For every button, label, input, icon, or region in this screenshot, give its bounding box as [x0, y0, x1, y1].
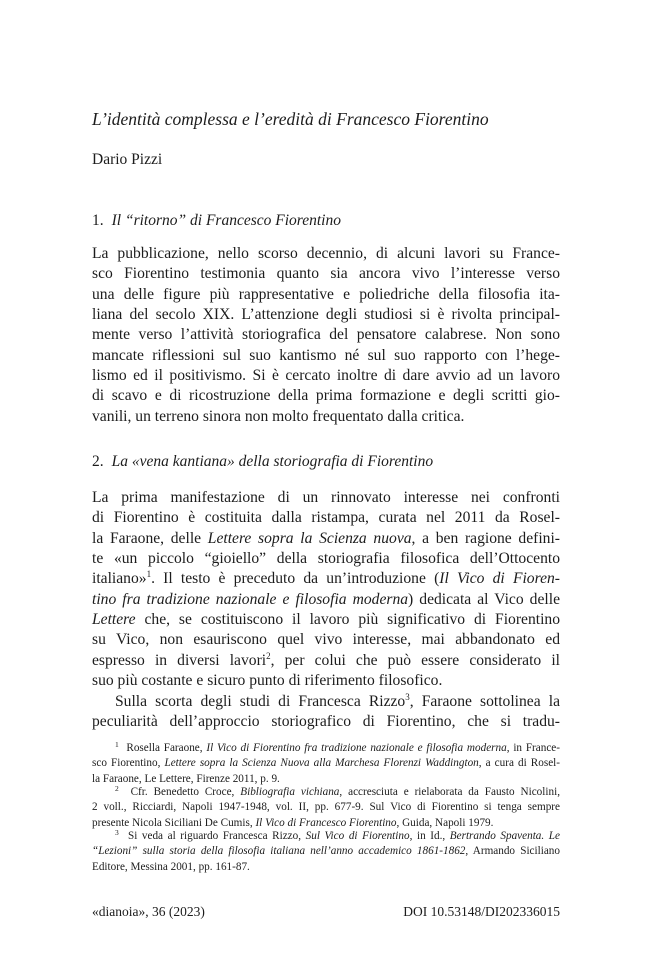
footer-journal: «dianoia», 36 (2023)	[92, 904, 205, 919]
text-line: Lettere che, se costituiscono il lavoro più significativo di Fiorentino	[92, 611, 560, 629]
text-line: di scavo e di ricostruzione della prima formazione e degli scritti gio-	[92, 387, 560, 405]
text-line: una delle figure più rappresentative e poliedriche della filosofia ita-	[92, 285, 560, 303]
footnote-2: $^2$ Cfr. Benedetto Croce, Bibliografia vichiana, accresciuta e rielaborata da Fausto Nicolini, 2 voll., Ricciardi, Napoli 1947-1948, vol. II, pp. 677-9. Sul Vico di Fiorentino si tenga sempre presente Nicola Siciliani De Cumis, Il Vico di Francesco Fiorentino, Guida, Napoli 1979.	[92, 784, 560, 829]
text-line: mente verso l’attività storiografica del pensatore calabrese. Non sono	[92, 326, 560, 344]
text-line: peculiarità dell’approccio storiografico di Fiorentino, che si tradu-	[92, 713, 560, 731]
article-title: L’identità complessa e l’eredità di Francesco Fiorentino	[92, 109, 489, 129]
footnote-ref-1: 1	[146, 569, 152, 580]
text-line: italiano»$^1$. Il testo è preceduto da un’introduzione (Il Vico di Fioren-	[92, 569, 560, 588]
article-author: Dario Pizzi	[92, 151, 163, 168]
section-1-paragraph	[92, 244, 560, 427]
text-line: la Faraone, delle Lettere sopra la Scienza nuova, a ben ragione defini-	[92, 529, 560, 547]
section-2-number: 2.	[92, 453, 104, 470]
section-1-title: Il “ritorno” di Francesco Fiorentino	[111, 212, 341, 229]
text-line: vanili, un terreno sinora non molto frequentato dalla critica.	[92, 407, 465, 425]
footnote-3: $^3$ Si veda al riguardo Francesca Rizzo, Sul Vico di Fiorentino, in Id., Bertrando Spaventa. Le “Lezioni” sulla storia della filosofia italiana nell’anno accademico 1861-1862, Armando Siciliano Editore, Messina 2001, pp. 161-87.	[92, 828, 560, 873]
text-line: sco Fiorentino testimonia quanto sia ancora vivo l’interesse verso	[92, 265, 560, 283]
text-line: tino fra tradizione nazionale e filosofia moderna) dedicata al Vico delle	[92, 590, 560, 608]
section-2-title: La «vena kantiana» della storiografia di Fiorentino	[111, 453, 434, 470]
section-2-paragraph-1	[92, 488, 560, 691]
text-line: La pubblicazione, nello scorso decennio, di alcuni lavori su France-	[92, 245, 560, 262]
section-1-heading	[92, 211, 562, 231]
footnote-ref-2: 2	[266, 650, 271, 661]
section-1-number: 1.	[92, 212, 104, 229]
text-line: La prima manifestazione di un rinnovato interesse nei confronti	[92, 489, 560, 506]
text-line: Sulla scorta degli studi di Francesca Rizzo$^3$, Faraone sottolinea la	[115, 692, 560, 710]
footer-doi: DOI 10.53148/DI202336015	[403, 904, 560, 919]
section-2-paragraph-2	[92, 692, 560, 733]
text-line: suo più costante e sicuro punto di riferimento filosofico.	[92, 672, 443, 690]
text-line: lismo ed il positivismo. Si è cercato inoltre di dare avvio ad un lavoro	[92, 367, 560, 385]
text-line: espresso in diversi lavori$^2$, per colui che può essere considerato il	[92, 650, 560, 669]
text-line: liana del secolo XIX. L’attenzione degli studiosi si è rivolta principal-	[92, 306, 560, 324]
text-line: te «un piccolo “gioiello” della storiografia filosofica dell’Ottocento	[92, 550, 560, 568]
text-line: su Vico, non esauriscono quel vivo interesse, mai abbandonato ed	[92, 631, 560, 649]
book-title: Lettere sopra la Scienza nuova	[207, 529, 412, 547]
section-2-heading	[92, 452, 562, 472]
footnote-ref-3: 3	[405, 692, 410, 702]
text-line: mancate riflessioni sul suo kantismo né sul suo rapporto con l’hege-	[92, 346, 560, 364]
text-line: di Fiorentino è costituita dalla ristampa, curata nel 2011 da Rosel-	[92, 509, 560, 527]
footnote-1: $^1$ Rosella Faraone, Il Vico di Fiorentino fra tradizione nazionale e filosofia moderna, in France- sco Fiorentino, Lettere sopra la Scienza Nuova alla Marchesa Florenzi Waddington, a cura di Rosel- la Faraone, Le Lettere, Firenze 2011, p. 9.	[92, 740, 560, 785]
